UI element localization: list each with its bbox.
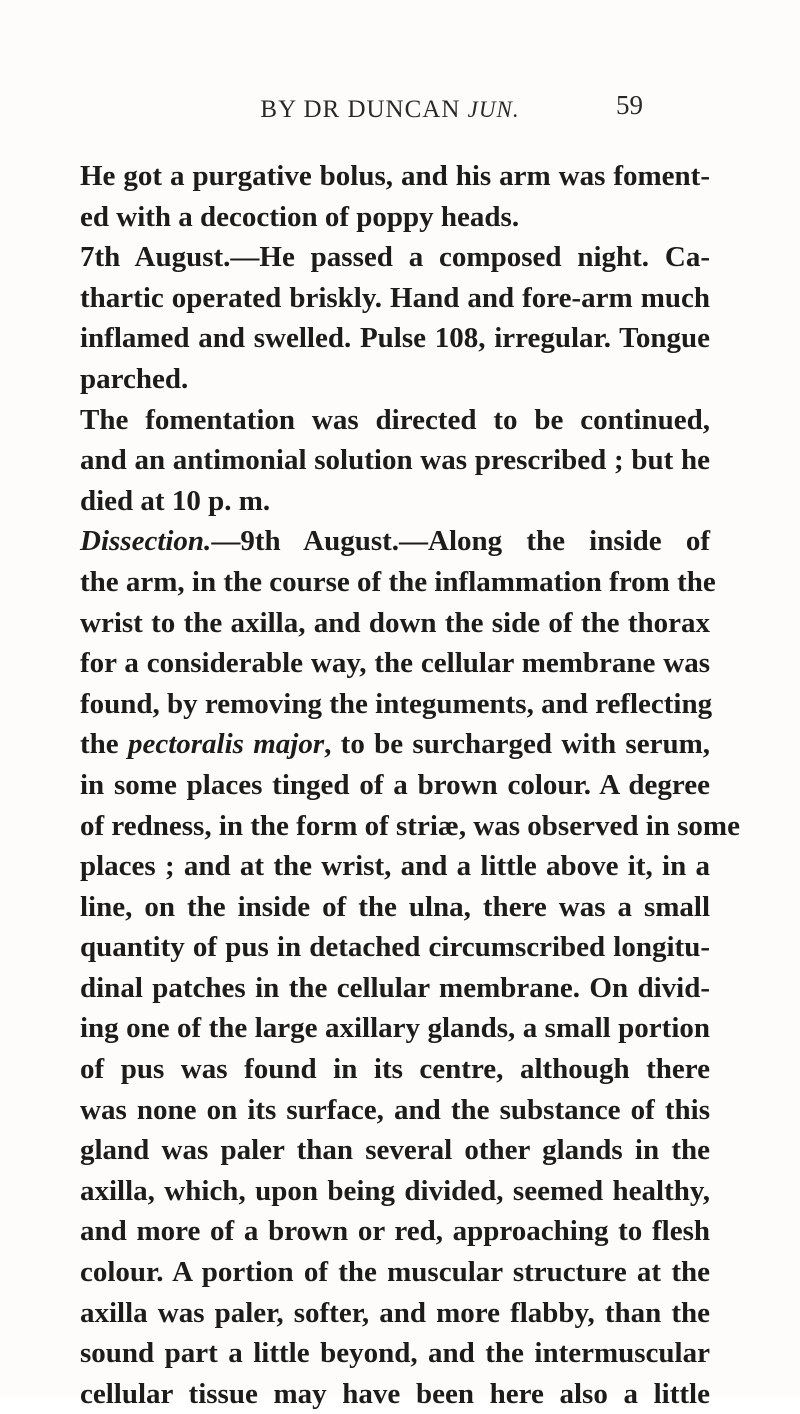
text-line: 7th August.—He passed a composed night. Ca-	[80, 241, 710, 274]
running-head-text: BY DR DUNCAN	[260, 96, 461, 123]
text-line: quantity of pus in detached circumscribed longitu-	[80, 931, 710, 964]
text-line: colour. A portion of the muscular structure at the	[80, 1256, 710, 1289]
pectoralis-line-rest: , to be surcharged with serum,	[324, 728, 710, 761]
text-line: ed with a decoction of poppy heads.	[80, 200, 520, 233]
text-line: and more of a brown or red, approaching to flesh	[80, 1215, 710, 1248]
text-line: dinal patches in the cellular membrane. On divid-	[80, 971, 710, 1004]
text-line: sound part a little beyond, and the intermuscular	[80, 1337, 710, 1370]
text-line: of redness, in the form of striæ, was observed in some	[80, 809, 740, 842]
running-head-italic: JUN.	[467, 97, 520, 122]
running-head	[200, 96, 580, 124]
text-line: and an antimonial solution was prescribed ; but he	[80, 444, 710, 477]
text-line: He got a purgative bolus, and his arm was foment-	[80, 160, 710, 192]
text-line-dissection	[80, 521, 710, 562]
text-line: was none on its surface, and the substance of this	[80, 1093, 710, 1126]
text-line: ing one of the large axillary glands, a small portion	[80, 1012, 710, 1045]
pectoralis-major-term: pectoralis major	[127, 728, 325, 761]
text-line: for a considerable way, the cellular membrane was	[80, 647, 710, 680]
text-line: thartic operated briskly. Hand and fore-arm much	[80, 281, 710, 314]
pectoralis-prefix: the	[80, 728, 128, 761]
text-line: died at 10 p. m.	[80, 484, 271, 517]
text-line: cellular tissue may have been here also a little	[80, 1377, 710, 1410]
dissection-line-rest: —9th August.—Along the inside of	[211, 525, 710, 558]
text-line: gland was paler than several other glands in the	[80, 1134, 710, 1167]
text-line: found, by removing the integuments, and reflecting	[80, 687, 713, 720]
text-line: places ; and at the wrist, and a little above it, in a	[80, 850, 710, 883]
text-line: of pus was found in its centre, although there	[80, 1053, 710, 1086]
text-line: line, on the inside of the ulna, there was a small	[80, 890, 710, 923]
text-line-pectoralis	[80, 724, 710, 765]
body-text	[80, 156, 740, 1414]
text-line: the arm, in the course of the inflammation from the	[80, 565, 716, 598]
text-line: The fomentation was directed to be continued,	[80, 403, 710, 436]
text-line: parched.	[80, 362, 189, 395]
text-line: inflamed and swelled. Pulse 108, irregular. Tongue	[80, 322, 710, 355]
text-line: wrist to the axilla, and down the side of the thorax	[80, 606, 710, 639]
text-line: axilla was paler, softer, and more flabby, than the	[80, 1296, 710, 1329]
page-number: 59	[616, 90, 643, 120]
text-line: in some places tinged of a brown colour. A degree	[80, 768, 710, 801]
dissection-heading: Dissection.	[80, 525, 212, 558]
text-line: axilla, which, upon being divided, seemed healthy,	[80, 1174, 710, 1207]
